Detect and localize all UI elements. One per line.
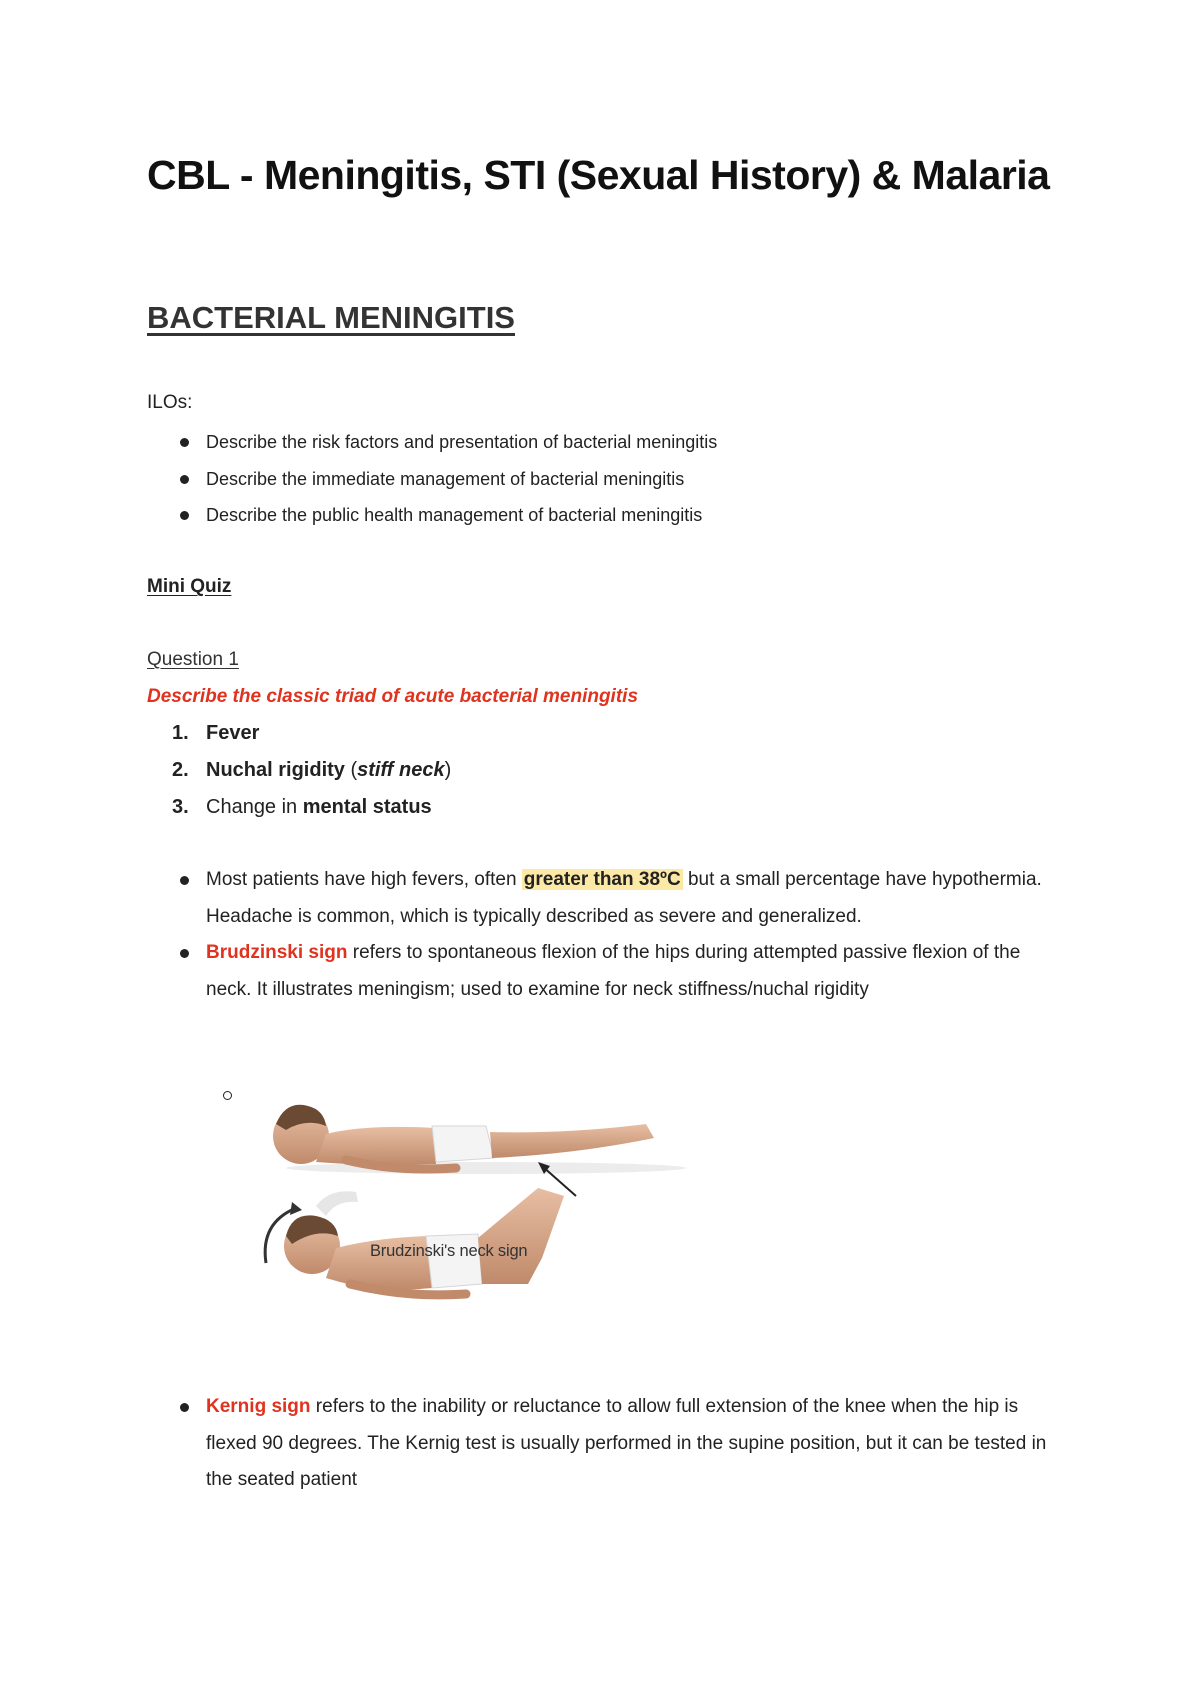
triad-item — [172, 719, 451, 756]
text-fragment: but a small percentage have hypothermia. Headache is common, which is typically described as severe and generalized. — [206, 869, 1042, 927]
text-fragment: refers to the inability or reluctance to allow full extension of the knee when the hip is flexed 90 degrees. The Kernig test is usually performed in the supine position, but it can be tested in the seated patient — [206, 1396, 1047, 1490]
text-fragment: Most patients have high fevers, often — [206, 869, 522, 890]
notes-list-continued — [180, 1389, 1060, 1499]
triad-item — [172, 793, 451, 830]
question-text: Describe the classic triad of acute bacterial meningitis — [147, 686, 639, 707]
list-item: Describe the risk factors and presentation of bacterial meningitis — [180, 428, 717, 465]
section-heading: BACTERIAL MENINGITIS — [147, 300, 515, 335]
brudzinski-illustration — [246, 1088, 696, 1380]
text-fragment: ( — [344, 759, 358, 781]
list-item: Describe the public health management of bacterial meningitis — [180, 501, 717, 538]
triad-list — [172, 719, 451, 830]
triad-emphasis: stiff neck — [357, 759, 445, 781]
item-number: 1. — [172, 722, 189, 744]
text-fragment: ) — [444, 759, 452, 781]
notes-list — [180, 862, 1060, 1008]
list-item — [180, 862, 1060, 935]
list-item — [180, 1389, 1060, 1499]
sub-bullet-icon — [223, 1091, 232, 1100]
list-item: Describe the immediate management of bacterial meningitis — [180, 465, 717, 502]
text-fragment: refers to spontaneous flexion of the hips during attempted passive flexion of the neck. It illustrates meningism; used to examine for neck stiffness/nuchal rigidity — [206, 942, 1021, 1000]
item-number: 2. — [172, 759, 189, 781]
figure-caption: Brudzinski's neck sign — [370, 1242, 528, 1260]
brudzinski-term: Brudzinski sign — [206, 942, 348, 963]
flexed-child-figure — [265, 1162, 576, 1295]
triad-item — [172, 756, 451, 793]
document-title: CBL - Meningitis, STI (Sexual History) & Malaria — [147, 152, 1050, 198]
supine-child-figure — [273, 1105, 686, 1174]
triad-term: mental status — [302, 796, 432, 818]
triad-term: Fever — [206, 722, 260, 744]
item-number: 3. — [172, 796, 189, 818]
question-label: Question 1 — [147, 649, 239, 670]
triad-term: Nuchal rigidity — [206, 759, 345, 781]
kernig-term: Kernig sign — [206, 1396, 311, 1417]
list-item — [180, 935, 1060, 1008]
mini-quiz-heading: Mini Quiz — [147, 576, 232, 597]
ilos-label: ILOs: — [147, 392, 193, 413]
highlighted-text: greater than 38ºC — [523, 869, 681, 890]
text-fragment: Change in — [206, 796, 303, 818]
ilo-list — [180, 428, 717, 538]
